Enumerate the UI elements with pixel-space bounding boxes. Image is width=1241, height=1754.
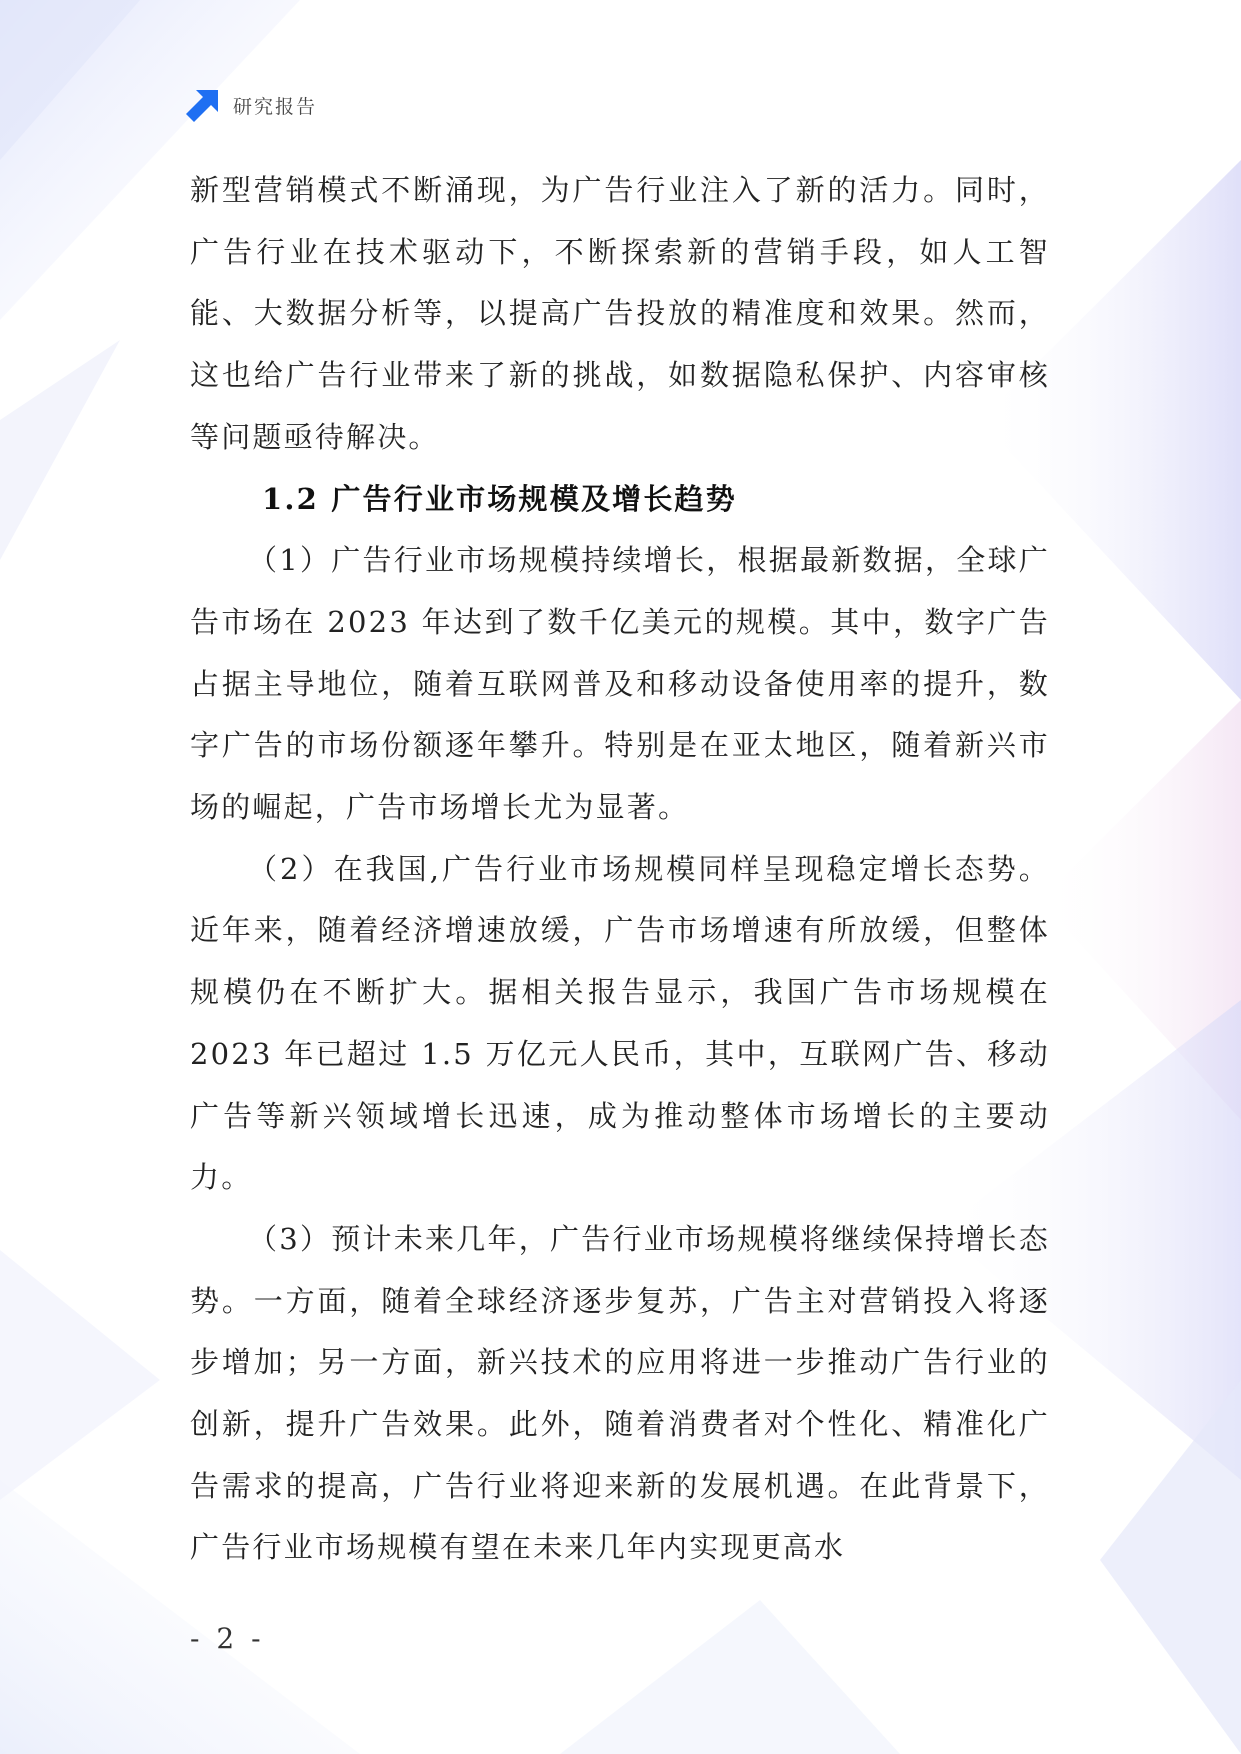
header-title: 研究报告 <box>233 95 318 118</box>
list-item-3: （3）预计未来几年，广告行业市场规模将继续保持增长态势。一方面，随着全球经济逐步复苏，广告主对营销投入将逐步增加；另一方面，新兴技术的应用将进一步推动广告行业的创新，提升广告效果。此外，随着消费者对个性化、精准化广告需求的提高，广告行业将迎来新的发展机遇。在此背景下，广告行业市场规模有望在未来几年内实现更高水 <box>190 1221 1050 1565</box>
list-item-2: （2）在我国,广告行业市场规模同样呈现稳定增长态势。近年来，随着经济增速放缓，广告市场增速有所放缓，但整体规模仍在不断扩大。据相关报告显示，我国广告市场规模在 2023 年已超过 1.5 万亿元人民币，其中，互联网广告、移动广告等新兴领域增长迅速，成为推动整体市场增长的主要动力。 <box>190 851 1050 1195</box>
section-heading: 1.2 广告行业市场规模及增长趋势 <box>262 481 737 516</box>
report-header <box>186 88 317 122</box>
page-number: - 2 - <box>190 1622 265 1655</box>
arrow-up-right-icon <box>186 88 220 122</box>
document-body <box>190 160 1050 1579</box>
body-paragraph: 新型营销模式不断涌现，为广告行业注入了新的活力。同时，广告行业在技术驱动下，不断探索新的营销手段，如人工智能、大数据分析等，以提高广告投放的精准度和效果。然而，这也给广告行业带来了新的挑战，如数据隐私保护、内容审核等问题亟待解决。 <box>190 173 1050 454</box>
list-item-1: （1）广告行业市场规模持续增长，根据最新数据，全球广告市场在 2023 年达到了数千亿美元的规模。其中，数字广告占据主导地位，随着互联网普及和移动设备使用率的提升，数字广告的市场份额逐年攀升。特别是在亚太地区，随着新兴市场的崛起，广告市场增长尤为显著。 <box>190 543 1050 825</box>
